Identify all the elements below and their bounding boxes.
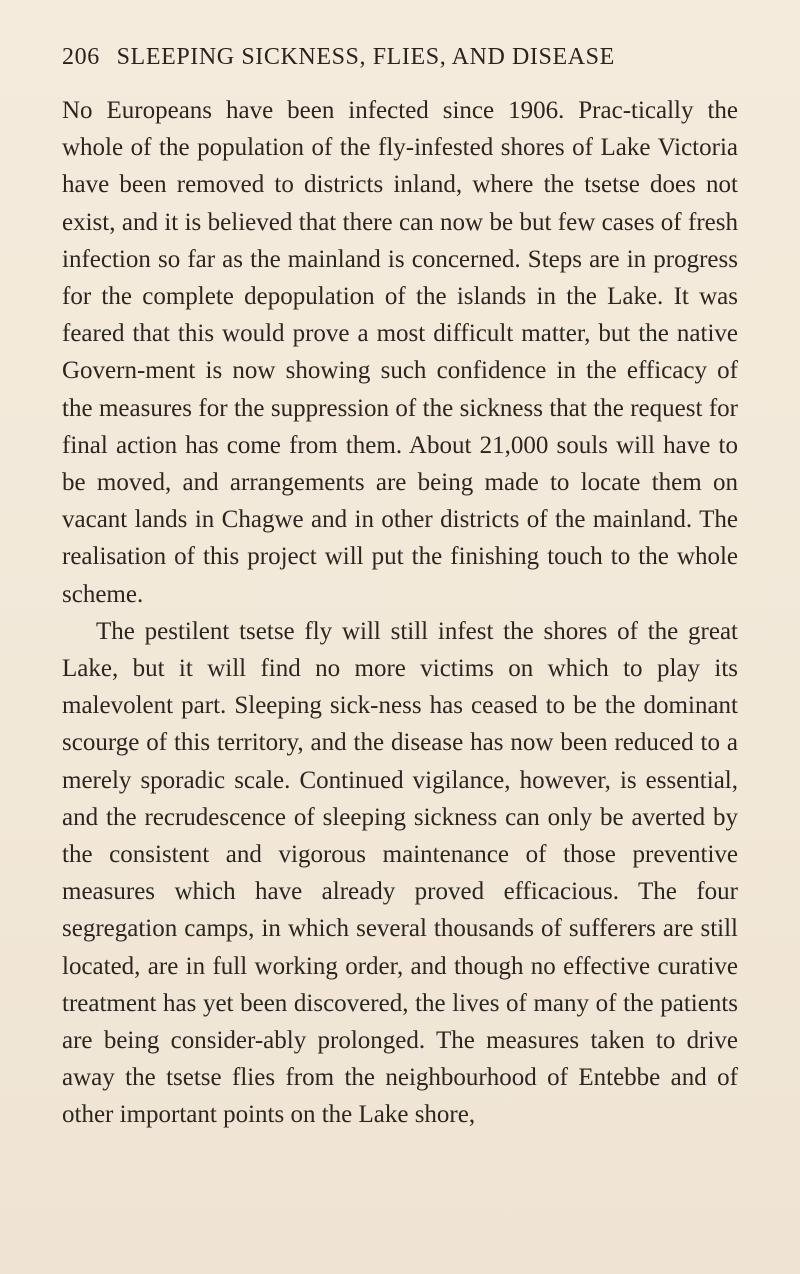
page-number: 206 (62, 44, 100, 70)
body-text (62, 92, 738, 1134)
paragraph: The pestilent tsetse fly will still infest the shores of the great Lake, but it will find no more victims on which to play its malevolent part. Sleeping sick-ness has ceased to be the dominant scourge of this territory, and the disease has now been reduced to a merely sporadic scale. Continued vigilance, however, is essential, and the recrudescence of sleeping sickness can only be averted by the consistent and vigorous maintenance of those preventive measures which have already proved efficacious. The four segregation camps, in which several thousands of sufferers are still located, are in full working order, and though no effective curative treatment has yet been discovered, the lives of many of the patients are being consider-ably prolonged. The measures taken to drive away the tsetse flies from the neighbourhood of Entebbe and of other important points on the Lake shore, (62, 617, 738, 1129)
running-title: SLEEPING SICKNESS, FLIES, AND DISEASE (116, 44, 615, 70)
running-header (62, 44, 738, 71)
paragraph-continued: No Europeans have been infected since 1906. Prac-tically the whole of the population of the fly-infested shores of Lake Victoria have been removed to districts inland, where the tsetse does not exist, and it is believed that there can now be but few cases of fresh infection so far as the mainland is concerned. Steps are in progress for the complete depopulation of the islands in the Lake. It was feared that this would prove a most difficult matter, but the native Govern-ment is now showing such confidence in the efficacy of the measures for the suppression of the sickness that the request for final action has come from them. About 21,000 souls will have to be moved, and arrangements are being made to locate them on vacant lands in Chagwe and in other districts of the mainland. The realisation of this project will put the finishing touch to the whole scheme. (62, 97, 738, 608)
